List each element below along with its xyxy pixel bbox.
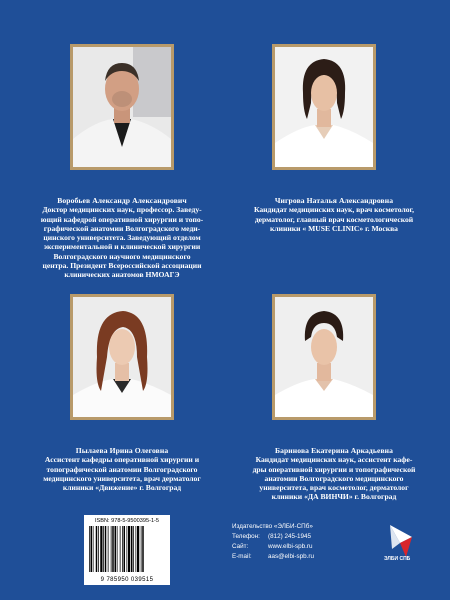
author-name: Чигрова Наталья Александровна xyxy=(274,196,394,205)
bio-line: дры оперативной хирургии и топографической xyxy=(252,464,416,474)
author-bio-barinova xyxy=(228,446,440,502)
barcode-bars xyxy=(88,526,166,572)
phone-label: Телефон: xyxy=(232,533,260,540)
isbn-barcode xyxy=(84,515,170,585)
bio-line: университета, врач косметолог, дерматолог xyxy=(259,483,409,493)
author-bio-vorobyev xyxy=(18,196,226,280)
bio-line: Кандидат медицинских наук, ассистент кафе- xyxy=(255,455,413,465)
author-bio-pylaeva xyxy=(18,446,226,492)
author-name: Воробьев Александр Александрович xyxy=(57,196,187,205)
author-name: Баринова Екатерина Аркадьевна xyxy=(274,446,394,455)
bio-line: Доктор медицинских наук, профессор. Заведу- xyxy=(42,205,202,215)
bio-line: медицинского университета, врач дерматолог xyxy=(43,473,201,483)
bio-line: Кандидат медицинских наук, врач косметолог, xyxy=(253,205,415,215)
author-bio-chigrova xyxy=(228,196,440,233)
author-name: Пылаева Ирина Олеговна xyxy=(75,446,169,455)
phone-value: (812) 245-1945 xyxy=(268,533,312,540)
bio-line: анатомии Волгоградского медицинского xyxy=(264,473,404,483)
bio-line: центра. Президент Всероссийской ассоциации xyxy=(42,261,202,271)
publisher-name: Издательство «ЭЛБИ-СПб» xyxy=(232,523,313,530)
author-photo-vorobyev xyxy=(70,44,174,170)
email-link[interactable]: aas@elbi-spb.ru xyxy=(268,553,314,560)
author-photo-chigrova xyxy=(272,44,376,170)
bio-line: клиники « MUSE CLINIC» г. Москва xyxy=(270,223,398,233)
isbn-number: 9 785950 039515 xyxy=(100,577,154,583)
author-photo-pylaeva xyxy=(70,294,174,420)
publisher-name-row xyxy=(232,522,314,532)
bio-line: ющий кафедрой оперативной хирургии и топо- xyxy=(40,214,204,224)
bio-line: графической анатомии Волгоградского меди- xyxy=(43,223,201,233)
bio-line: топографической анатомии Волгоградского xyxy=(46,464,198,474)
bio-line: дерматолог, главный врач косметологической xyxy=(254,214,414,224)
publisher-info xyxy=(232,522,314,562)
bio-line: клиники «Движение» г. Волгоград xyxy=(62,483,182,493)
bio-line: Ассистент кафедры оперативной хирургии и xyxy=(44,455,200,465)
email-label: E-mail: xyxy=(232,553,252,560)
publisher-email-row xyxy=(232,552,314,562)
bio-line: экспериментальной и клинической хирургии xyxy=(43,242,201,252)
author-photo-barinova xyxy=(272,294,376,420)
publisher-site-row xyxy=(232,542,314,552)
bio-line: Волгоградского научного медицинского xyxy=(53,251,191,261)
site-label: Сайт: xyxy=(232,543,249,550)
site-link[interactable]: www.elbi-spb.ru xyxy=(268,543,313,550)
bio-line: клинических анатомов НМОАГЭ xyxy=(64,270,180,280)
bio-line: цинского университета. Заведующий отделом xyxy=(43,233,201,243)
publisher-logo-text: ЭЛБИ СПБ xyxy=(384,556,411,562)
bio-line: клиники «ДА ВИНЧИ» г. Волгоград xyxy=(271,492,397,502)
isbn-label: ISBN: 978-5-9500395-1-5 xyxy=(94,518,160,524)
publisher-phone-row xyxy=(232,532,314,542)
